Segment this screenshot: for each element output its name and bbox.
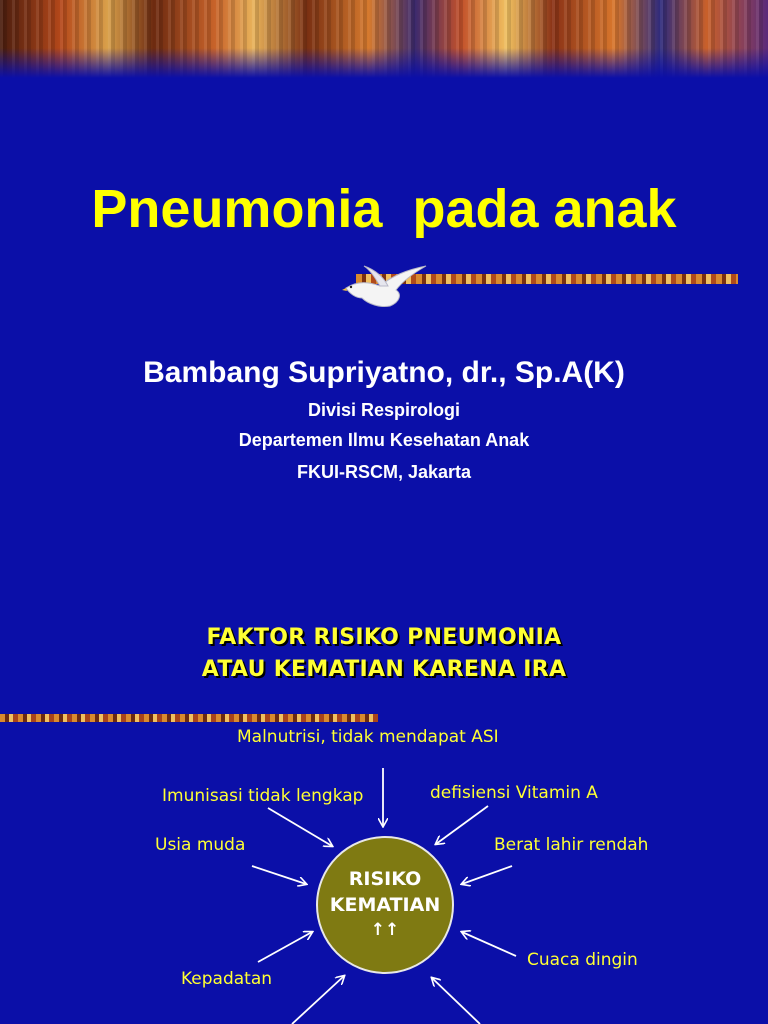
arrow-berat	[462, 866, 512, 884]
center-label-kematian: KEMATIAN	[329, 894, 441, 916]
slide2-title-line2: ATAU KEMATIAN KARENA IRA	[201, 657, 567, 682]
factor-vitamin-a: defisiensi Vitamin A	[430, 783, 598, 803]
seagull-icon	[340, 262, 432, 312]
factor-usia-muda: Usia muda	[155, 835, 246, 855]
slide2-title-line1: FAKTOR RISIKO PNEUMONIA	[206, 625, 562, 650]
slide-title-text: Pneumonia pada anak	[91, 179, 677, 239]
factor-cuaca-dingin: Cuaca dingin	[527, 950, 638, 970]
factor-kepadatan: Kepadatan	[181, 969, 273, 989]
factor-berat-lahir: Berat lahir rendah	[494, 835, 649, 855]
affiliation-institution: FKUI-RSCM, Jakarta	[296, 462, 472, 482]
author-name: Bambang Supriyatno, dr., Sp.A(K)	[143, 356, 625, 389]
arrow-usia	[252, 866, 306, 884]
center-label-arrows: ↑↑	[370, 920, 400, 940]
arrow-bottom-right	[432, 978, 480, 1024]
arrow-cuaca	[462, 932, 516, 956]
factor-imunisasi: Imunisasi tidak lengkap	[162, 786, 364, 806]
slide-risk-factors	[0, 580, 768, 1024]
arrow-kepadatan	[258, 932, 312, 962]
arrow-vitamin	[436, 806, 488, 844]
affiliation-division: Divisi Respirologi	[307, 400, 461, 420]
arrow-imunisasi	[268, 808, 332, 846]
arrow-bottom-left	[292, 976, 344, 1024]
strip-fade	[0, 48, 768, 78]
center-label-risiko: RISIKO	[348, 868, 422, 890]
factor-malnutrisi: Malnutrisi, tidak mendapat ASI	[237, 727, 499, 747]
affiliation-department: Departemen Ilmu Kesehatan Anak	[238, 430, 530, 450]
